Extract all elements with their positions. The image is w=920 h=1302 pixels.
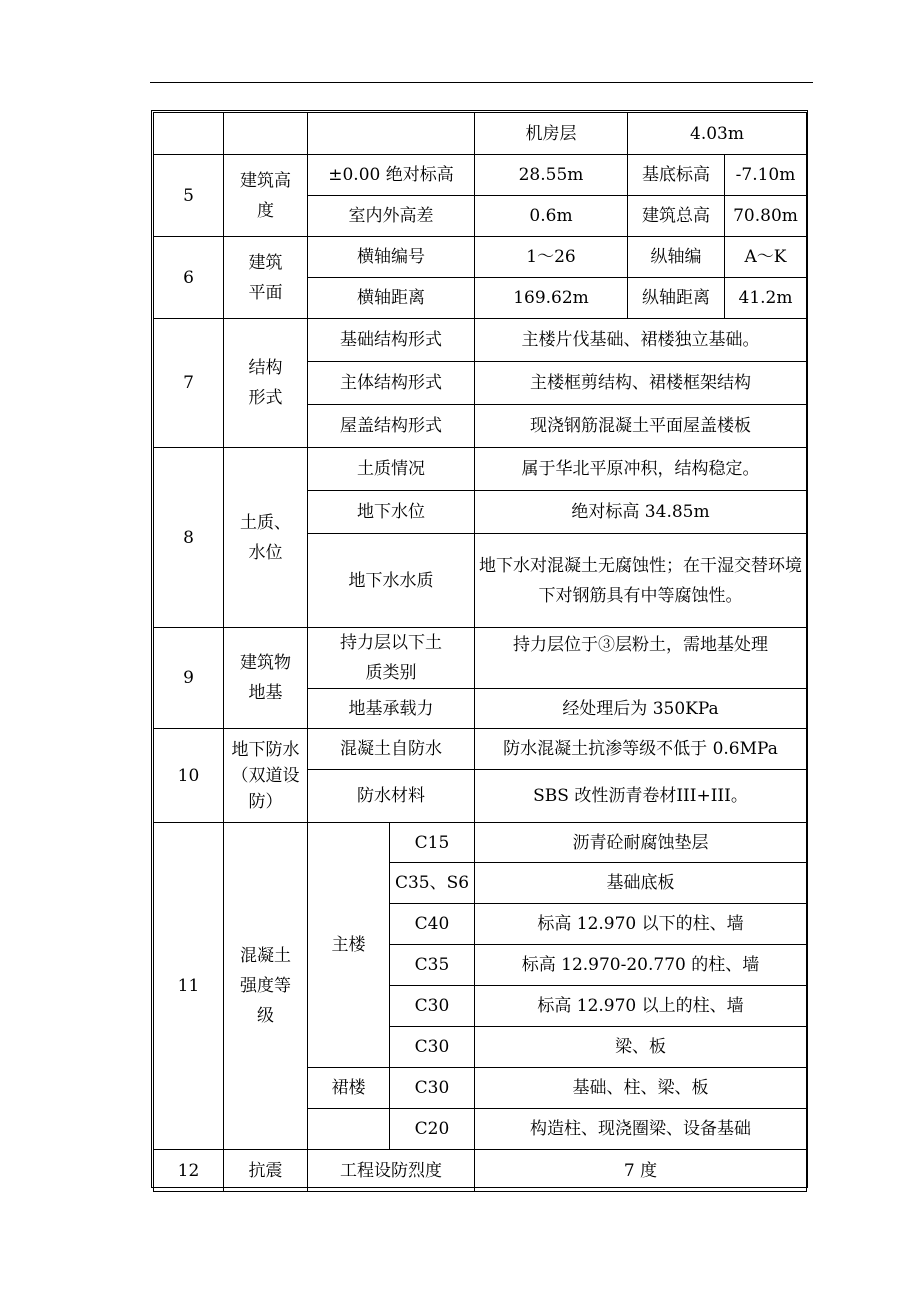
param-value: 41.2m [725,278,807,319]
param-label: ±0.00 绝对标高 [308,155,475,196]
grade-cell: C30 [390,1027,475,1068]
item-name: 结构形式 [224,319,308,448]
grade-use: 基础底板 [475,863,807,904]
grade-cell: C30 [390,1068,475,1109]
grade-cell: C35 [390,945,475,986]
table-row [154,237,807,278]
param-value: 主楼框剪结构、裙楼框架结构 [475,362,807,405]
table-row [154,319,807,362]
param-value: 现浇钢筋混凝土平面屋盖楼板 [475,405,807,448]
param-label: 地下水位 [308,491,475,534]
param-value: 防水混凝土抗渗等级不低于 0.6MPa [475,729,807,770]
param-value: 绝对标高 34.85m [475,491,807,534]
item-name: 建筑平面 [224,237,308,319]
param-label: 持力层以下土质类别 [308,628,475,689]
param-value: 地下水对混凝土无腐蚀性；在干湿交替环境下对钢筋具有中等腐蚀性。 [475,534,807,628]
table-row [154,729,807,770]
param-label: 土质情况 [308,448,475,491]
grade-use: 沥青砼耐腐蚀垫层 [475,823,807,863]
machine-room-label: 机房层 [475,113,628,155]
machine-room-value: 4.03m [628,113,807,155]
item-name: 混凝土强度等级 [224,823,308,1150]
param-value: 属于华北平原冲积，结构稳定。 [475,448,807,491]
param-label: 地基承载力 [308,689,475,729]
grade-use: 梁、板 [475,1027,807,1068]
param-label: 横轴编号 [308,237,475,278]
row-number: 8 [154,448,224,628]
param-label: 室内外高差 [308,196,475,237]
empty-cell [308,113,475,155]
empty-cell [224,113,308,155]
empty-cell [154,113,224,155]
item-name: 土质、水位 [224,448,308,628]
grade-cell: C15 [390,823,475,863]
param-value: 主楼片伐基础、裙楼独立基础。 [475,319,807,362]
item-name: 地下防水（双道设防） [224,729,308,823]
row-number: 6 [154,237,224,319]
param-label: 纵轴距离 [628,278,725,319]
param-value: 28.55m [475,155,628,196]
param-value: 70.80m [725,196,807,237]
row-number: 11 [154,823,224,1150]
row-number: 9 [154,628,224,729]
grade-use: 标高 12.970 以下的柱、墙 [475,904,807,945]
param-value: 0.6m [475,196,628,237]
table-row [154,823,807,863]
param-label: 混凝土自防水 [308,729,475,770]
main-building-label: 主楼 [308,823,390,1068]
podium-label: 裙楼 [308,1068,390,1109]
grade-cell: C40 [390,904,475,945]
project-spec-table [153,112,807,1192]
param-value: -7.10m [725,155,807,196]
grade-cell: C35、S6 [390,863,475,904]
param-label: 基础结构形式 [308,319,475,362]
param-value: 1～26 [475,237,628,278]
grade-cell: C30 [390,986,475,1027]
param-label: 建筑总高 [628,196,725,237]
item-name: 建筑物地基 [224,628,308,729]
row-number: 10 [154,729,224,823]
row-number: 7 [154,319,224,448]
param-value: 持力层位于③层粉土，需地基处理 [475,628,807,689]
param-value: A～K [725,237,807,278]
grade-use: 标高 12.970-20.770 的柱、墙 [475,945,807,986]
table-row [154,1150,807,1192]
grade-cell: C20 [390,1109,475,1150]
param-label: 主体结构形式 [308,362,475,405]
grade-use: 构造柱、现浇圈梁、设备基础 [475,1109,807,1150]
row-number: 5 [154,155,224,237]
table-row [154,113,807,155]
param-label: 基底标高 [628,155,725,196]
item-name: 抗震 [224,1150,308,1192]
param-label: 工程设防烈度 [308,1150,475,1192]
param-value: 169.62m [475,278,628,319]
row-number: 12 [154,1150,224,1192]
header-rule [150,82,813,83]
param-value: SBS 改性沥青卷材III+III。 [475,770,807,823]
table-row [154,448,807,491]
param-value: 7 度 [475,1150,807,1192]
table-row [154,155,807,196]
grade-use: 标高 12.970 以上的柱、墙 [475,986,807,1027]
grade-use: 基础、柱、梁、板 [475,1068,807,1109]
param-value: 经处理后为 350KPa [475,689,807,729]
empty-cell [308,1109,390,1150]
param-label: 纵轴编 [628,237,725,278]
param-label: 防水材料 [308,770,475,823]
param-label: 地下水水质 [308,534,475,628]
table-row [154,628,807,689]
param-label: 屋盖结构形式 [308,405,475,448]
item-name: 建筑高度 [224,155,308,237]
param-label: 横轴距离 [308,278,475,319]
